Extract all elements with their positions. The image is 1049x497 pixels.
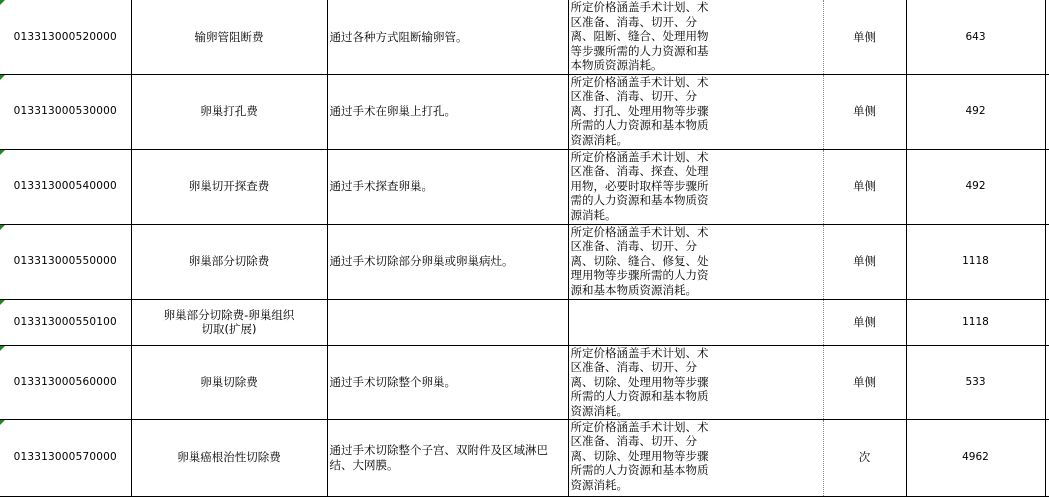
item-explain-cell[interactable] [568, 0, 823, 74]
item-price-text: 492 [965, 180, 986, 193]
item-content-text: 通过手术探查卵巢。 [329, 179, 433, 194]
item-price-cell[interactable] [906, 149, 1045, 224]
item-unit-cell[interactable] [823, 224, 906, 299]
item-unit-text: 单侧 [853, 29, 876, 44]
item-explain-text: 所定价格涵盖手术计划、术区准备、消毒、切开、分离、切除、处理用物等步骤所需的人力资源和基本物质资源消耗。 [570, 345, 709, 418]
item-content-text: 通过手术切除整个卵巢。 [329, 374, 456, 389]
item-name-text: 卵巢部分切除费 [188, 254, 270, 269]
item-unit-cell[interactable] [823, 345, 906, 419]
item-explain-cell[interactable] [568, 224, 823, 299]
empty-cell[interactable] [1045, 299, 1049, 345]
table-row [0, 345, 1049, 419]
item-unit-text: 单侧 [853, 374, 876, 389]
item-name-cell[interactable] [131, 299, 327, 345]
cell-comment-marker [0, 300, 5, 305]
item-price-text: 533 [965, 375, 986, 388]
empty-cell[interactable] [1045, 345, 1049, 419]
item-code-text: 013313000550100 [13, 315, 117, 328]
item-price-text: 4962 [962, 451, 989, 464]
item-content-cell[interactable] [327, 419, 568, 496]
item-name-text: 卵巢打孔费 [200, 104, 258, 119]
empty-cell[interactable] [1045, 0, 1049, 74]
item-code-text: 013313000550000 [13, 255, 117, 268]
item-explain-cell[interactable] [568, 149, 823, 224]
cell-comment-marker [0, 420, 5, 425]
item-name-text: 卵巢部分切除费-卵巢组织切取(扩展) [163, 307, 295, 336]
item-unit-cell[interactable] [823, 149, 906, 224]
table-row [0, 149, 1049, 224]
item-name-cell[interactable] [131, 419, 327, 496]
item-content-text: 通过各种方式阻断输卵管。 [329, 29, 468, 44]
item-explain-cell[interactable] [568, 74, 823, 149]
item-name-text: 输卵管阻断费 [194, 29, 264, 44]
item-name-cell[interactable] [131, 149, 327, 224]
item-code-cell[interactable] [0, 224, 131, 299]
item-name-cell[interactable] [131, 74, 327, 149]
item-price-cell[interactable] [906, 345, 1045, 419]
item-content-cell[interactable] [327, 299, 568, 345]
item-code-cell[interactable] [0, 74, 131, 149]
item-code-cell[interactable] [0, 419, 131, 496]
item-unit-text: 单侧 [853, 314, 876, 329]
item-name-cell[interactable] [131, 224, 327, 299]
item-price-text: 1118 [962, 315, 989, 328]
item-price-text: 1118 [962, 255, 989, 268]
item-explain-text: 所定价格涵盖手术计划、术区准备、消毒、切开、分离、切除、处理用物等步骤所需的人力资源和基本物质资源消耗。 [570, 419, 709, 492]
item-content-cell[interactable] [327, 0, 568, 74]
item-name-text: 卵巢切开探查费 [188, 179, 270, 194]
item-price-cell[interactable] [906, 74, 1045, 149]
item-code-cell[interactable] [0, 149, 131, 224]
item-content-cell[interactable] [327, 74, 568, 149]
item-code-text: 013313000530000 [13, 105, 117, 118]
cell-comment-marker [0, 75, 5, 80]
item-content-text: 通过手术切除整个子宫、双附件及区域淋巴结、大网膜。 [329, 443, 548, 472]
item-content-cell[interactable] [327, 149, 568, 224]
item-price-text: 492 [965, 105, 986, 118]
empty-cell[interactable] [1045, 419, 1049, 496]
cell-comment-marker [0, 225, 5, 230]
table-row [0, 419, 1049, 496]
item-explain-text: 所定价格涵盖手术计划、术区准备、消毒、切开、分离、打孔、处理用物等步骤所需的人力资源和基本物质资源消耗。 [570, 74, 709, 147]
item-unit-cell[interactable] [823, 299, 906, 345]
table-row [0, 299, 1049, 345]
empty-cell[interactable] [1045, 224, 1049, 299]
item-name-cell[interactable] [131, 345, 327, 419]
item-explain-cell[interactable] [568, 299, 823, 345]
item-explain-cell[interactable] [568, 419, 823, 496]
item-code-text: 013313000560000 [13, 375, 117, 388]
item-name-text: 卵巢切除费 [200, 374, 258, 389]
cell-comment-marker [0, 0, 5, 5]
item-explain-text: 所定价格涵盖手术计划、术区准备、消毒、切开、分离、切除、缝合、修复、处理用物等步骤所需的人力资源和基本物质资源消耗。 [570, 224, 709, 297]
item-price-cell[interactable] [906, 0, 1045, 74]
item-price-text: 643 [965, 30, 986, 43]
empty-cell[interactable] [1045, 149, 1049, 224]
item-code-text: 013313000520000 [13, 30, 117, 43]
item-code-text: 013313000570000 [13, 451, 117, 464]
item-unit-text: 单侧 [853, 254, 876, 269]
item-price-cell[interactable] [906, 224, 1045, 299]
table-row [0, 224, 1049, 299]
item-unit-text: 单侧 [853, 179, 876, 194]
item-name-cell[interactable] [131, 0, 327, 74]
item-name-text: 卵巢癌根治性切除费 [177, 450, 281, 465]
item-unit-text: 次 [858, 450, 871, 465]
item-unit-text: 单侧 [853, 104, 876, 119]
item-code-cell[interactable] [0, 345, 131, 419]
cell-comment-marker [0, 150, 5, 155]
item-unit-cell[interactable] [823, 0, 906, 74]
item-content-text: 通过手术切除部分卵巢或卵巢病灶。 [329, 254, 514, 269]
item-unit-cell[interactable] [823, 74, 906, 149]
item-content-cell[interactable] [327, 224, 568, 299]
item-content-cell[interactable] [327, 345, 568, 419]
table-row [0, 0, 1049, 74]
table-row [0, 74, 1049, 149]
item-price-cell[interactable] [906, 299, 1045, 345]
item-price-cell[interactable] [906, 419, 1045, 496]
item-code-cell[interactable] [0, 0, 131, 74]
item-code-cell[interactable] [0, 299, 131, 345]
item-unit-cell[interactable] [823, 419, 906, 496]
item-explain-text: 所定价格涵盖手术计划、术区准备、消毒、探查、处理用物，必要时取样等步骤所需的人力资源和基本物质资源消耗。 [570, 149, 709, 222]
item-code-text: 013313000540000 [13, 180, 117, 193]
cell-comment-marker [0, 346, 5, 351]
item-explain-cell[interactable] [568, 345, 823, 419]
item-explain-text: 所定价格涵盖手术计划、术区准备、消毒、切开、分离、阻断、缝合、处理用物等步骤所需的人力资源和基本物质资源消耗。 [570, 0, 709, 73]
empty-cell[interactable] [1045, 74, 1049, 149]
item-content-text: 通过手术在卵巢上打孔。 [329, 104, 456, 119]
